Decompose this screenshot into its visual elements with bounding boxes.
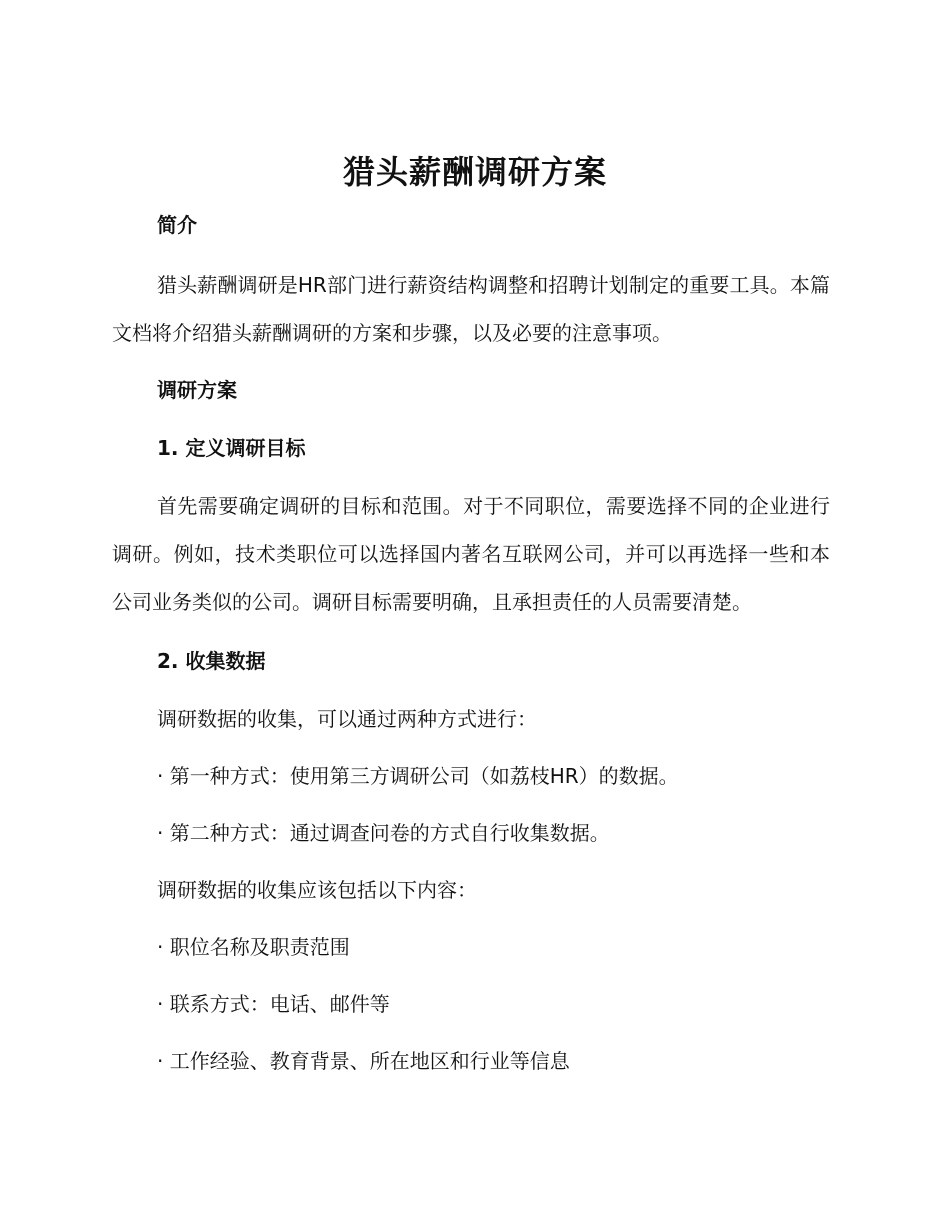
collect-intro: 调研数据的收集，可以通过两种方式进行： (157, 707, 537, 731)
intro-heading: 简介 (157, 213, 197, 237)
document-title: 猎头薪酬调研方案 (342, 153, 607, 191)
content-item-1: · 职位名称及职责范围 (157, 935, 350, 959)
method-item-1: · 第一种方式：使用第三方调研公司（如荔枝HR）的数据。 (157, 764, 679, 788)
intro-paragraph: 猎头薪酬调研是HR部门进行薪资结构调整和招聘计划制定的重要工具。本篇文档将介绍猎头薪酬调研的方案和步骤，以及必要的注意事项。 (112, 273, 830, 345)
content-item-2: · 联系方式：电话、邮件等 (157, 992, 390, 1016)
step2-heading: 2. 收集数据 (157, 649, 266, 673)
step1-paragraph: 首先需要确定调研的目标和范围。对于不同职位，需要选择不同的企业进行调研。例如，技术类职位可以选择国内著名互联网公司，并可以再选择一些和本公司业务类似的公司。调研目标需要明确，且承担责任的人员需要清楚。 (112, 494, 830, 614)
method-item-2: · 第二种方式：通过调查问卷的方式自行收集数据。 (157, 821, 610, 845)
content-intro: 调研数据的收集应该包括以下内容： (157, 878, 477, 902)
plan-heading: 调研方案 (157, 378, 237, 402)
content-item-3: · 工作经验、教育背景、所在地区和行业等信息 (157, 1049, 570, 1073)
step1-heading: 1. 定义调研目标 (157, 436, 306, 460)
